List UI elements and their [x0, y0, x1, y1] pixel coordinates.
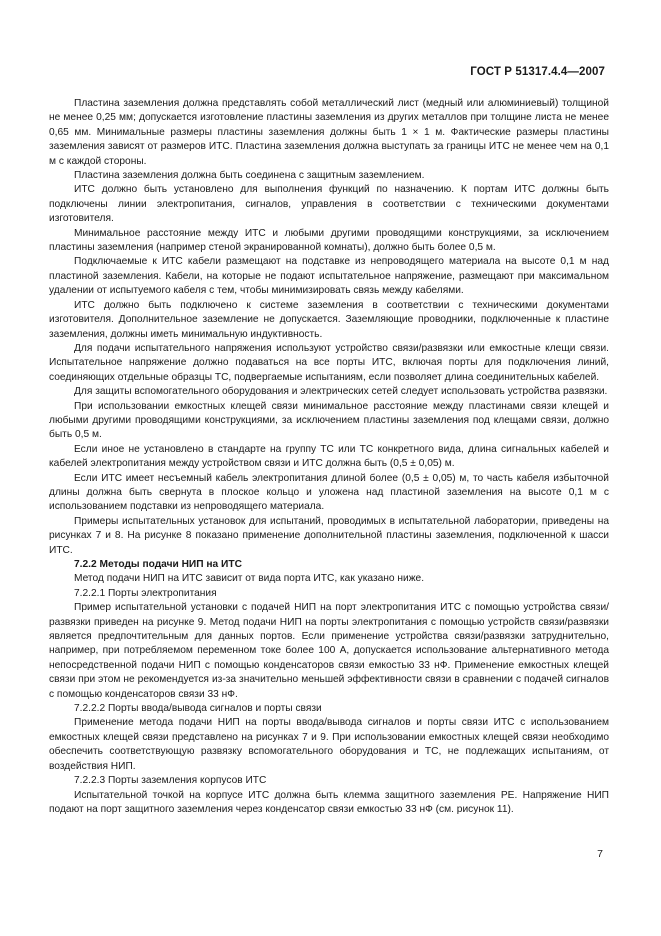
paragraph-grounding-system: ИТС должно быть подключено к системе заземления в соответствии с техническими документами изготовителя. Дополнительное заземление не допускается. Заземляющие проводники, подключенные к пластине заземления, должны иметь минимальную индуктивность.	[49, 299, 609, 340]
paragraph-clamp-distance: При использовании емкостных клещей связи минимальное расстояние между пластинами связи клещей и любыми другими проводящими конструкциями, за исключением пластины заземления под клещами связи, должно быть 0,5 м.	[49, 400, 609, 441]
paragraph-signal-ports: Применение метода подачи НИП на порты ввода/вывода сигналов и порты связи ИТС с использованием емкостных клещей связи представлено на рисунках 7 и 9. При использовании емкостных клещей связи необходимо обеспечить соответствующую развязку вспомогательного оборудования и ТС, не подлежащих испытаниям, от воздействия НИП.	[49, 717, 609, 772]
paragraph-test-voltage: Для подачи испытательного напряжения используют устройство связи/развязки или емкостные клещи связи. Испытательное напряжение должно подаваться на все порты ИТС, включая порты для подключения линий, соединяющих отдельные образцы ТС, подвергаемые испытаниям, если позволяет длина соединительных кабелей.	[49, 342, 609, 383]
subsection-heading-7-2-2-1: 7.2.2.1 Порты электропитания	[74, 587, 217, 599]
paragraph-min-distance: Минимальное расстояние между ИТС и любыми другими проводящими конструкциями, за исключением пластины заземления (например стеной экранированной комнаты), должно быть более 0,5 м.	[49, 227, 609, 254]
page-number: 7	[597, 848, 603, 860]
document-body	[49, 97, 609, 817]
section-heading-7-2-2: 7.2.2 Методы подачи НИП на ИТС	[74, 559, 242, 570]
document-header: ГОСТ Р 51317.4.4—2007	[470, 66, 605, 78]
paragraph-cables: Подключаемые к ИТС кабели размещают на подставке из непроводящего материала на высоте 0,1 м над пластиной заземления. Кабели, на которые не подают испытательное напряжение, размещают при максимальном удалении от испытуемого кабеля с тем, чтобы минимизировать связь между кабелями.	[49, 256, 609, 297]
paragraph-enclosure-ports: Испытательной точкой на корпусе ИТС должна быть клемма защитного заземления РЕ. Напряжение НИП подают на порт защитного заземления через конденсатор связи емкостью 33 нФ (см. рисунок 11).	[49, 789, 609, 815]
subsection-heading-7-2-2-3: 7.2.2.3 Порты заземления корпусов ИТС	[74, 775, 267, 787]
paragraph-excess-cable: Если ИТС имеет несъемный кабель электропитания длиной более (0,5 ± 0,05) м, то часть кабеля избыточной длины должна быть свернута в плоское кольцо и уложена над пластиной заземления на высоте 0,1 м с использованием подставки из непроводящего материала.	[49, 472, 609, 513]
paragraph-cable-length: Если иное не установлено в стандарте на группу ТС или ТС конкретного вида, длина сигнальных кабелей и кабелей электропитания между устройством связи и ИТС должна быть (0,5 ± 0,05) м.	[49, 443, 609, 470]
subsection-heading-7-2-2-2: 7.2.2.2 Порты ввода/вывода сигналов и порты связи	[74, 703, 322, 715]
paragraph-power-ports: Пример испытательной установки с подачей НИП на порт электропитания ИТС с помощью устройства связи/развязки приведен на рисунке 9. Метод подачи НИП на порты электропитания с помощью устройств связи/развязки является предпочтительным для данных портов. Если применение устройства связи/развязки затруднительно, например, при потребляемом переменном токе более 100 А, допускается использование альтернативного метода непосредственной подачи НИП с помощью конденсаторов связи емкостью 33 нФ. Применение емкостных клещей связи при этом не рекомендуется из-за значительно меньшей эффективности связи в сравнении с подачей сигналов с помощью конденсаторов связи 33 нФ.	[49, 602, 609, 700]
paragraph-ground-plate: Пластина заземления должна представлять собой металлический лист (медный или алюминиевый) толщиной не менее 0,25 мм; допускается изготовление пластины заземления из других металлов при толщине листа не менее 0,65 мм. Минимальные размеры пластины заземления должны быть 1 × 1 м. Фактические размеры пластины заземления зависят от размеров ИТС. Пластина заземления должна выступать за границы ИТС не менее чем на 0,1 м с каждой стороны.	[49, 98, 609, 167]
paragraph-decoupling: Для защиты вспомогательного оборудования и электрических сетей следует использовать устройства развязки.	[74, 386, 608, 398]
paragraph-eut-installation: ИТС должно быть установлено для выполнения функций по назначению. К портам ИТС должны быть подключены линии электропитания, сигналов, управления в соответствии с техническими документами изготовителя.	[49, 184, 609, 225]
paragraph-ground-connection: Пластина заземления должна быть соединена с защитным заземлением.	[74, 170, 425, 182]
paragraph-methods: Метод подачи НИП на ИТС зависит от вида порта ИТС, как указано ниже.	[74, 573, 425, 585]
paragraph-examples: Примеры испытательных установок для испытаний, проводимых в испытательной лаборатории, приведены на рисунках 7 и 8. На рисунке 8 показано применение дополнительной пластины заземления, подключенной к шасси ИТС.	[49, 515, 609, 556]
